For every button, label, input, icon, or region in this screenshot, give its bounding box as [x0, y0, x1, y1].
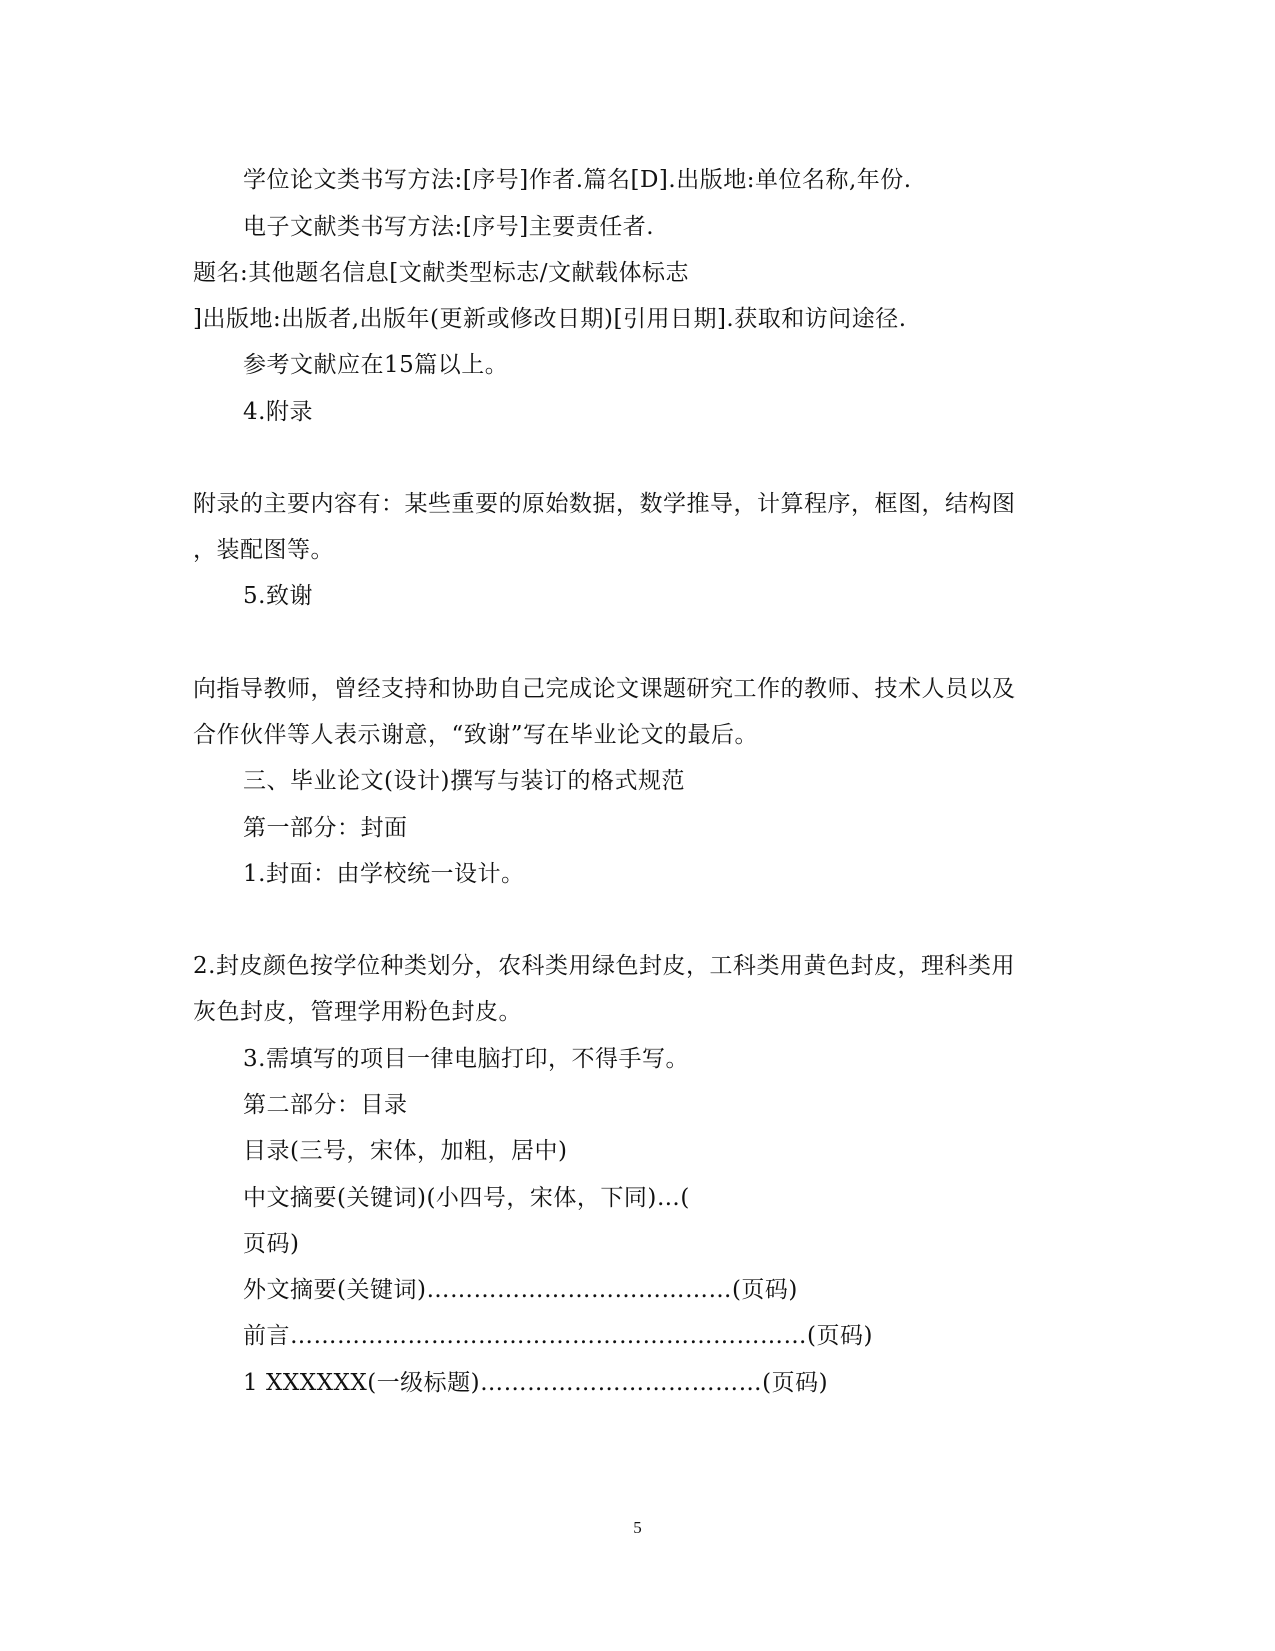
toc-line: 页码)	[243, 1231, 300, 1257]
text-line: 1.封面：由学校统一设计。	[243, 861, 525, 887]
toc-line: 中文摘要(关键词)(小四号，宋体，下同)…(	[243, 1185, 690, 1211]
section-heading: 4.附录	[243, 399, 313, 425]
text-line: 合作伙伴等人表示谢意，“致谢”写在毕业论文的最后。	[193, 722, 759, 748]
text-line: 2.封皮颜色按学位种类划分，农科类用绿色封皮，工科类用黄色封皮，理科类用	[193, 953, 1015, 979]
toc-line: 前言…………………………………………………………(页码)	[243, 1323, 873, 1349]
toc-line: 目录(三号，宋体，加粗，居中)	[243, 1138, 568, 1164]
text-line: 灰色封皮，管理学用粉色封皮。	[193, 999, 522, 1025]
text-line: 参考文献应在15篇以上。	[243, 352, 509, 378]
text-line: ，装配图等。	[193, 537, 334, 563]
text-line: 第二部分：目录	[243, 1092, 408, 1118]
section-heading: 三、毕业论文(设计)撰写与装订的格式规范	[243, 768, 685, 794]
text-line: 第一部分：封面	[243, 815, 408, 841]
page-number: 5	[633, 1518, 642, 1537]
text-line: ]出版地:出版者,出版年(更新或修改日期)[引用日期].获取和访问途径.	[193, 306, 907, 332]
text-line: 附录的主要内容有：某些重要的原始数据，数学推导，计算程序，框图，结构图	[193, 491, 1016, 517]
text-line: 3.需填写的项目一律电脑打印，不得手写。	[243, 1046, 689, 1072]
text-line: 向指导教师，曾经支持和协助自己完成论文课题研究工作的教师、技术人员以及	[193, 676, 1016, 702]
toc-line: 外文摘要(关键词)…………………………………(页码)	[243, 1277, 798, 1303]
section-heading: 5.致谢	[243, 583, 313, 609]
toc-line: 1 XXXXXX(一级标题)………………………………(页码)	[243, 1370, 829, 1396]
text-line: 题名:其他题名信息[文献类型标志/文献载体标志	[193, 260, 689, 286]
text-line: 电子文献类书写方法:[序号]主要责任者.	[243, 214, 655, 240]
text-line: 学位论文类书写方法:[序号]作者.篇名[D].出版地:单位名称,年份.	[243, 167, 912, 193]
